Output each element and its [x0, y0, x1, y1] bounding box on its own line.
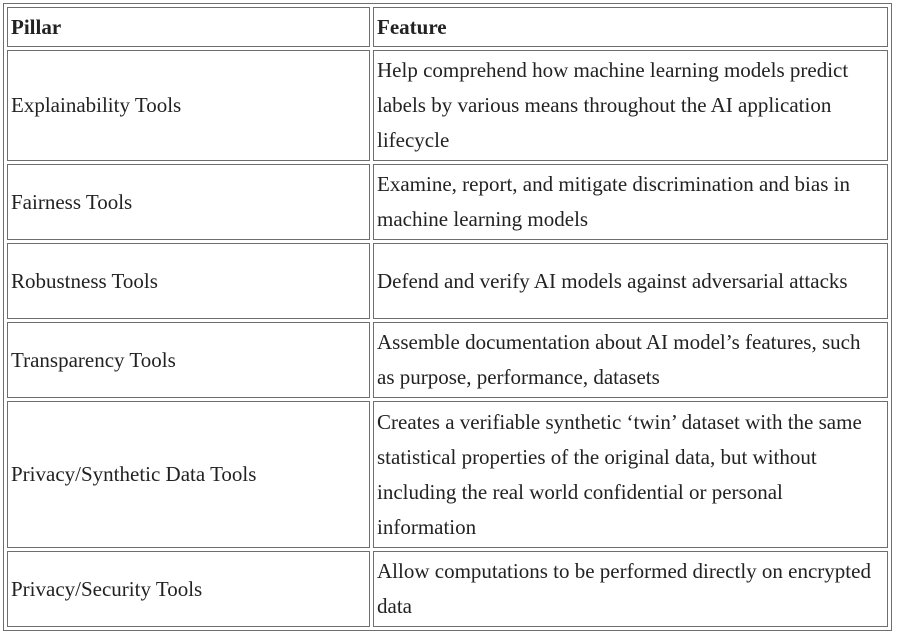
table-row: [7, 243, 888, 319]
table-row: [7, 50, 888, 161]
pillar-cell: Privacy/Synthetic Data Tools: [7, 401, 370, 548]
feature-cell: Examine, report, and mitigate discrimination and bias in machine learning models: [373, 164, 888, 240]
pillar-cell: Fairness Tools: [7, 164, 370, 240]
pillar-cell: Explainability Tools: [7, 50, 370, 161]
table-row: [7, 164, 888, 240]
table-header-row: [7, 7, 888, 47]
pillar-feature-table-container: [3, 3, 892, 631]
pillar-cell: Transparency Tools: [7, 322, 370, 398]
pillar-cell: Privacy/Security Tools: [7, 551, 370, 627]
pillar-cell: Robustness Tools: [7, 243, 370, 319]
table-row: [7, 551, 888, 627]
table-row: [7, 322, 888, 398]
table-row: [7, 401, 888, 548]
feature-cell: Creates a verifiable synthetic ‘twin’ dataset with the same statistical properties of the original data, but without including the real world confidential or personal information: [373, 401, 888, 548]
column-header-pillar: Pillar: [7, 7, 370, 47]
feature-cell: Allow computations to be performed directly on encrypted data: [373, 551, 888, 627]
feature-cell: Defend and verify AI models against adversarial attacks: [373, 243, 888, 319]
column-header-feature: Feature: [373, 7, 888, 47]
feature-cell: Assemble documentation about AI model’s features, such as purpose, performance, datasets: [373, 322, 888, 398]
feature-cell: Help comprehend how machine learning models predict labels by various means throughout the AI application lifecycle: [373, 50, 888, 161]
pillar-feature-table: [4, 4, 891, 630]
